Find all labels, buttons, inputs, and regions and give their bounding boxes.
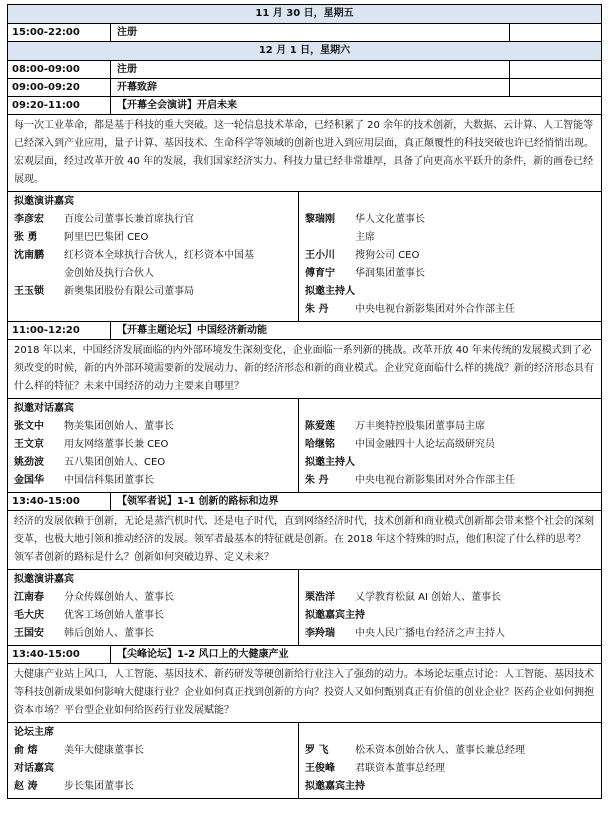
guest-entry: 哈继铭 中国金融四十人论坛高级研究员: [305, 439, 495, 450]
session-title: 【开幕全会演讲】开启未来: [117, 100, 237, 111]
host-entry: 朱 丹 中央电视台新影集团对外合作部主任: [305, 475, 515, 486]
empty-cell: [509, 24, 601, 41]
guest-entry: 陈爱莲 万丰奥特控股集团董事局主席: [305, 421, 485, 432]
label-cell: 注册: [117, 64, 137, 75]
session4-title-row: [7, 646, 602, 664]
guest-entry: 栗浩洋 乂学教育松鼠 AI 创始人、董事长: [305, 592, 502, 603]
session-title: 【开幕主题论坛】中国经济新动能: [117, 325, 267, 336]
time-cell: 08:00-09:00: [8, 61, 111, 78]
session3-guests: [7, 570, 602, 646]
day2-header: 12 月 1 日，星期六: [7, 42, 602, 61]
chair-entry: 俞 熔 美年大健康董事长: [14, 745, 144, 756]
host-entry: 李羚瑞 中央人民广播电台经济之声主持人: [305, 628, 505, 639]
time-cell: 09:20-11:00: [8, 97, 111, 114]
time-cell: 15:00-22:00: [8, 24, 111, 41]
chair-heading: 论坛主席: [14, 727, 54, 738]
session2-title-row: [7, 322, 602, 340]
guest-entry: 江南春 分众传媒创始人、董事长: [14, 592, 174, 603]
guest-entry: 王俊峰 君联资本董事总经理: [305, 763, 445, 774]
guest-entry: 张文中 物美集团创始人、董事长: [14, 421, 174, 432]
host-heading: 拟邀主持人: [305, 457, 355, 468]
day2-opening-row: [7, 79, 602, 97]
guest-entry: 姚劲波 五八集团创始人、CEO: [14, 457, 166, 468]
label-cell: 开幕致辞: [117, 82, 157, 93]
spacer: [305, 724, 597, 742]
empty-cell: [509, 79, 601, 96]
empty-cell: [509, 61, 601, 78]
time-cell: 13:40-15:00: [8, 493, 111, 510]
guest-entry: 沈南鹏 红杉资本全球执行合伙人，红杉资本中国基: [14, 250, 254, 261]
guest-entry: 金创始及执行合伙人: [64, 268, 154, 279]
guest-entry: 金国华 中国信科集团董事长: [14, 475, 154, 486]
spacer: [305, 571, 597, 589]
time-cell: 13:40-15:00: [8, 646, 111, 663]
guest-heading: 对话嘉宾: [14, 763, 54, 774]
guest-entry: 王文京 用友网络董事长兼 CEO: [14, 439, 169, 450]
guest-entry: 王玉锁 新奥集团股份有限公司董事局: [14, 286, 194, 297]
session3-title-row: [7, 493, 602, 511]
session2-guests: [7, 399, 602, 493]
guest-entry: 王国安 韩后创始人、董事长: [14, 628, 154, 639]
host-heading: 拟邀主持人: [305, 286, 355, 297]
time-cell: 09:00-09:20: [8, 79, 111, 96]
guest-heading: 拟邀对话嘉宾: [14, 403, 74, 414]
guest-heading: 拟邀演讲嘉宾: [14, 196, 74, 207]
session-title: 【领军者说】1-1 创新的路标和边界: [117, 496, 279, 507]
guest-entry: 李彦宏 百度公司董事长兼首席执行官: [14, 214, 194, 225]
session2-description: 2018 年以来，中国经济发展面临的内外部环境发生深刻变化，企业面临一系列新的挑战。改革开放 40 年来传统的发展模式到了必须改变的时候，新的内外部环境需要新的发展动力、新的经济形态和新的商业模式。企业究竟面临什么样的挑战？新的经济形态具有什么样的特征？未来中国经济的动力主要来自哪里？: [7, 340, 602, 399]
session1-description: 每一次工业革命，都是基于科技的重大突破。这一轮信息技术革命，已经积累了 20 余年的技术创新，大数据、云计算、人工智能等已经深入到产业应用，量子计算、基因技术、生命科学等领域的创新也进入到应用层面，真正颠覆性的科技突破也许已经悄悄出现。宏观层面，经过改革开放 40 年的发展，我们国家经济实力、科技力量已经非常雄厚，具备了向更高水平跃升的条件，新的画卷已经展现。: [7, 115, 602, 192]
agenda-table: [7, 4, 602, 799]
guest-entry: 傅育宁 华润集团董事长: [305, 268, 425, 279]
host-entry: 朱 丹 中央电视台新影集团对外合作部主任: [305, 304, 515, 315]
session3-description: 经济的发展依赖于创新，无论是蒸汽机时代、还是电子时代，直到网络经济时代，技术创新和商业模式创新都会带来整个社会的深刻变革，也极大地引领和推动经济的发展。领军者最基本的特征就是创新。在 2018 年这个特殊的时点，他们积淀了什么样的思考？领军者创新的路标是什么？创新如何突破边界、定义未来？: [7, 511, 602, 570]
session1-title-row: [7, 97, 602, 115]
spacer: [305, 400, 597, 418]
guest-entry: 主席: [355, 232, 375, 243]
session1-guests: [7, 192, 602, 322]
host-heading: 拟邀嘉宾主持: [305, 781, 365, 792]
host-heading: 拟邀嘉宾主持: [305, 610, 365, 621]
time-cell: 11:00-12:20: [8, 322, 111, 339]
guest-entry: 赵 涛 步长集团董事长: [14, 781, 134, 792]
label-cell: 注册: [117, 27, 137, 38]
guest-heading: 拟邀演讲嘉宾: [14, 574, 74, 585]
session4-description: 大健康产业站上风口，人工智能、基因技术、新药研发等硬创新给行业注入了强劲的动力。本场论坛重点讨论：人工智能、基因技术等科技创新成果如何影响大健康行业？企业如何真正找到创新的方向？投资人又如何甄别真正有价值的创业企业？医药企业如何拥抱资本市场？平台型企业如何给医药行业发展赋能？: [7, 664, 602, 723]
day1-registration-row: [7, 24, 602, 42]
guest-entry: 毛大庆 优客工场创始人董事长: [14, 610, 164, 621]
guest-entry: 张 勇 阿里巴巴集团 CEO: [14, 232, 149, 243]
guest-entry: 黎瑞刚 华人文化董事长: [305, 214, 425, 225]
guest-entry: 王小川 搜狗公司 CEO: [305, 250, 420, 261]
day1-header: 11 月 30 日，星期五: [7, 5, 602, 24]
session-title: 【尖峰论坛】1-2 风口上的大健康产业: [117, 649, 289, 660]
session4-guests: [7, 723, 602, 799]
spacer: [305, 193, 597, 211]
day2-registration-row: [7, 61, 602, 79]
guest-entry: 罗 飞 松禾资本创始合伙人、董事长兼总经理: [305, 745, 525, 756]
